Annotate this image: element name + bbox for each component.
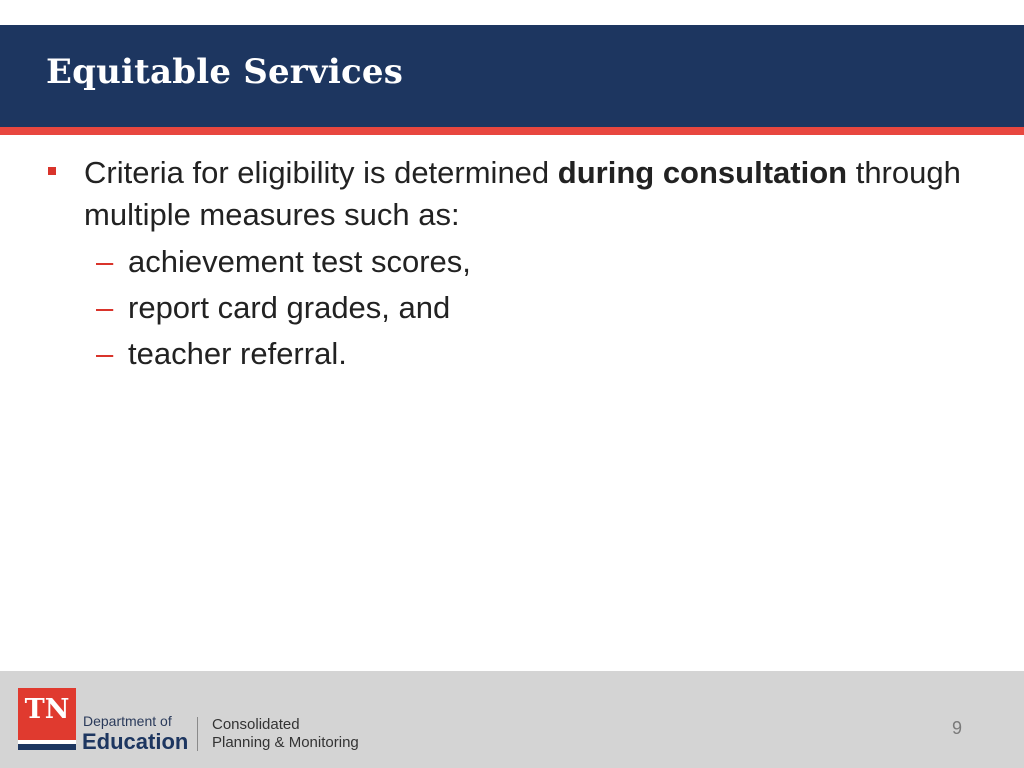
education-label: Education: [82, 729, 189, 754]
sub-item-text: teacher referral.: [128, 336, 347, 371]
slide-title: Equitable Services: [46, 52, 404, 92]
page-number: 9: [951, 718, 962, 738]
program-label-line2: Planning & Monitoring: [212, 734, 359, 751]
department-label: Department of: [83, 713, 172, 729]
sub-list-item: [46, 331, 966, 377]
sub-list-item: [46, 285, 966, 331]
tn-logo-blue-stripe: [18, 744, 76, 750]
sub-item-text: achievement test scores,: [128, 244, 471, 279]
slide-content: [46, 152, 966, 377]
dash-bullet-icon: –: [96, 336, 114, 371]
sub-list: [46, 239, 966, 377]
program-label-line1: Consolidated: [212, 716, 300, 733]
footer-bar: [0, 671, 1024, 768]
dash-bullet-icon: –: [96, 244, 114, 279]
square-bullet-icon: [48, 167, 56, 175]
sub-item-text: report card grades, and: [128, 290, 451, 325]
bullet-text: [84, 155, 961, 232]
bullet-text-bold: during consultation: [557, 155, 848, 190]
dash-bullet-icon: –: [96, 290, 114, 325]
bullet-text-after: through multiple measures such as:: [84, 155, 961, 232]
bullet-item: [46, 152, 966, 236]
tn-logo: [18, 688, 76, 752]
tn-logo-text: TN: [24, 694, 70, 725]
title-accent-stripe: [0, 127, 1024, 135]
bullet-text-before: Criteria for eligibility is determined: [84, 155, 558, 190]
sub-list-item: [46, 239, 966, 285]
footer-divider: [197, 717, 198, 751]
